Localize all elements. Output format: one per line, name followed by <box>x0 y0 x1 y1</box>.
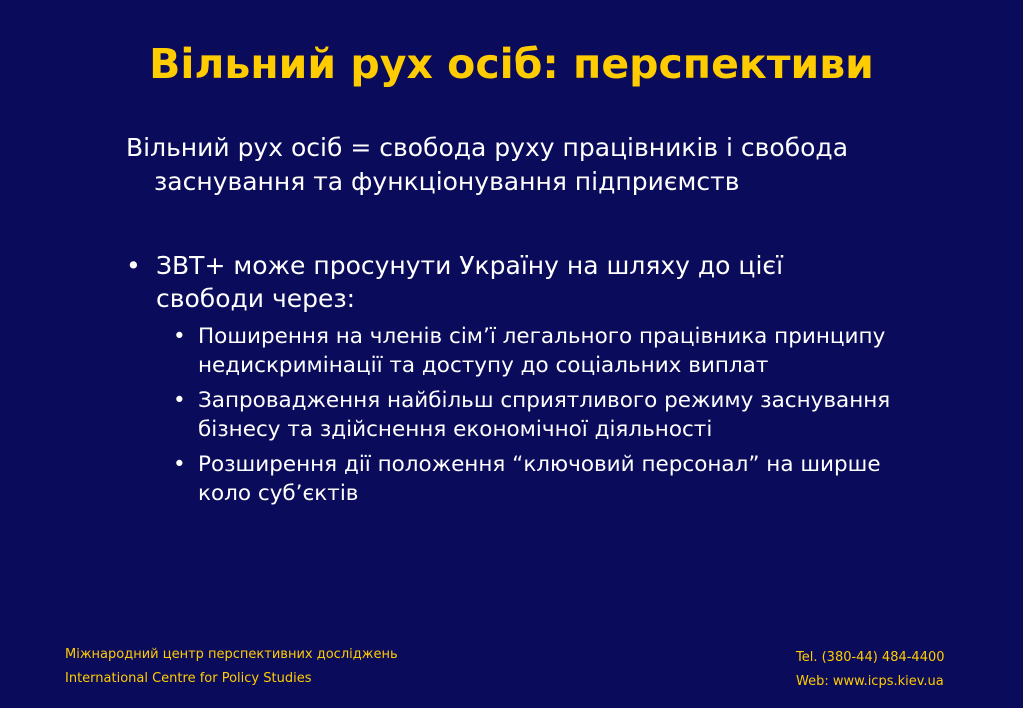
footer-contacts <box>796 646 945 694</box>
sub-bullet-list <box>173 322 933 514</box>
bullet-marker: • <box>173 388 186 413</box>
sub-bullet <box>173 450 933 508</box>
intro-paragraph: Вільний рух осіб = свобода руху працівників і свобода заснування та функціонування підприємств <box>126 133 849 196</box>
bullet-marker: • <box>126 251 141 280</box>
main-bullet-text: ЗВТ+ може просунути Україну на шляху до цієї свободи через: <box>156 251 784 313</box>
bullet-marker: • <box>173 324 186 349</box>
footer-org-en: International Centre for Policy Studies <box>65 671 312 686</box>
sub-bullet <box>173 386 933 444</box>
sub-bullet-text: Розширення дії положення “ключовий персонал” на ширше коло суб’єктів <box>198 452 881 506</box>
sub-bullet-text: Запровадження найбільш сприятливого режиму заснування бізнесу та здійснення економічної діяльності <box>198 388 891 442</box>
footer-web: Web: www.icps.kiev.ua <box>796 674 944 689</box>
slide-title: Вільний рух осіб: перспективи <box>149 40 874 88</box>
footer-organization <box>65 643 398 691</box>
main-bullet <box>126 249 896 315</box>
footer-tel: Tel. (380-44) 484-4400 <box>796 650 945 665</box>
footer-org-ua: Міжнародний центр перспективних досліджень <box>65 647 398 662</box>
sub-bullet-text: Поширення на членів сім’ї легального працівника принципу недискримінації та доступу до соціальних виплат <box>198 324 886 378</box>
sub-bullet <box>173 322 933 380</box>
bullet-marker: • <box>173 452 186 477</box>
